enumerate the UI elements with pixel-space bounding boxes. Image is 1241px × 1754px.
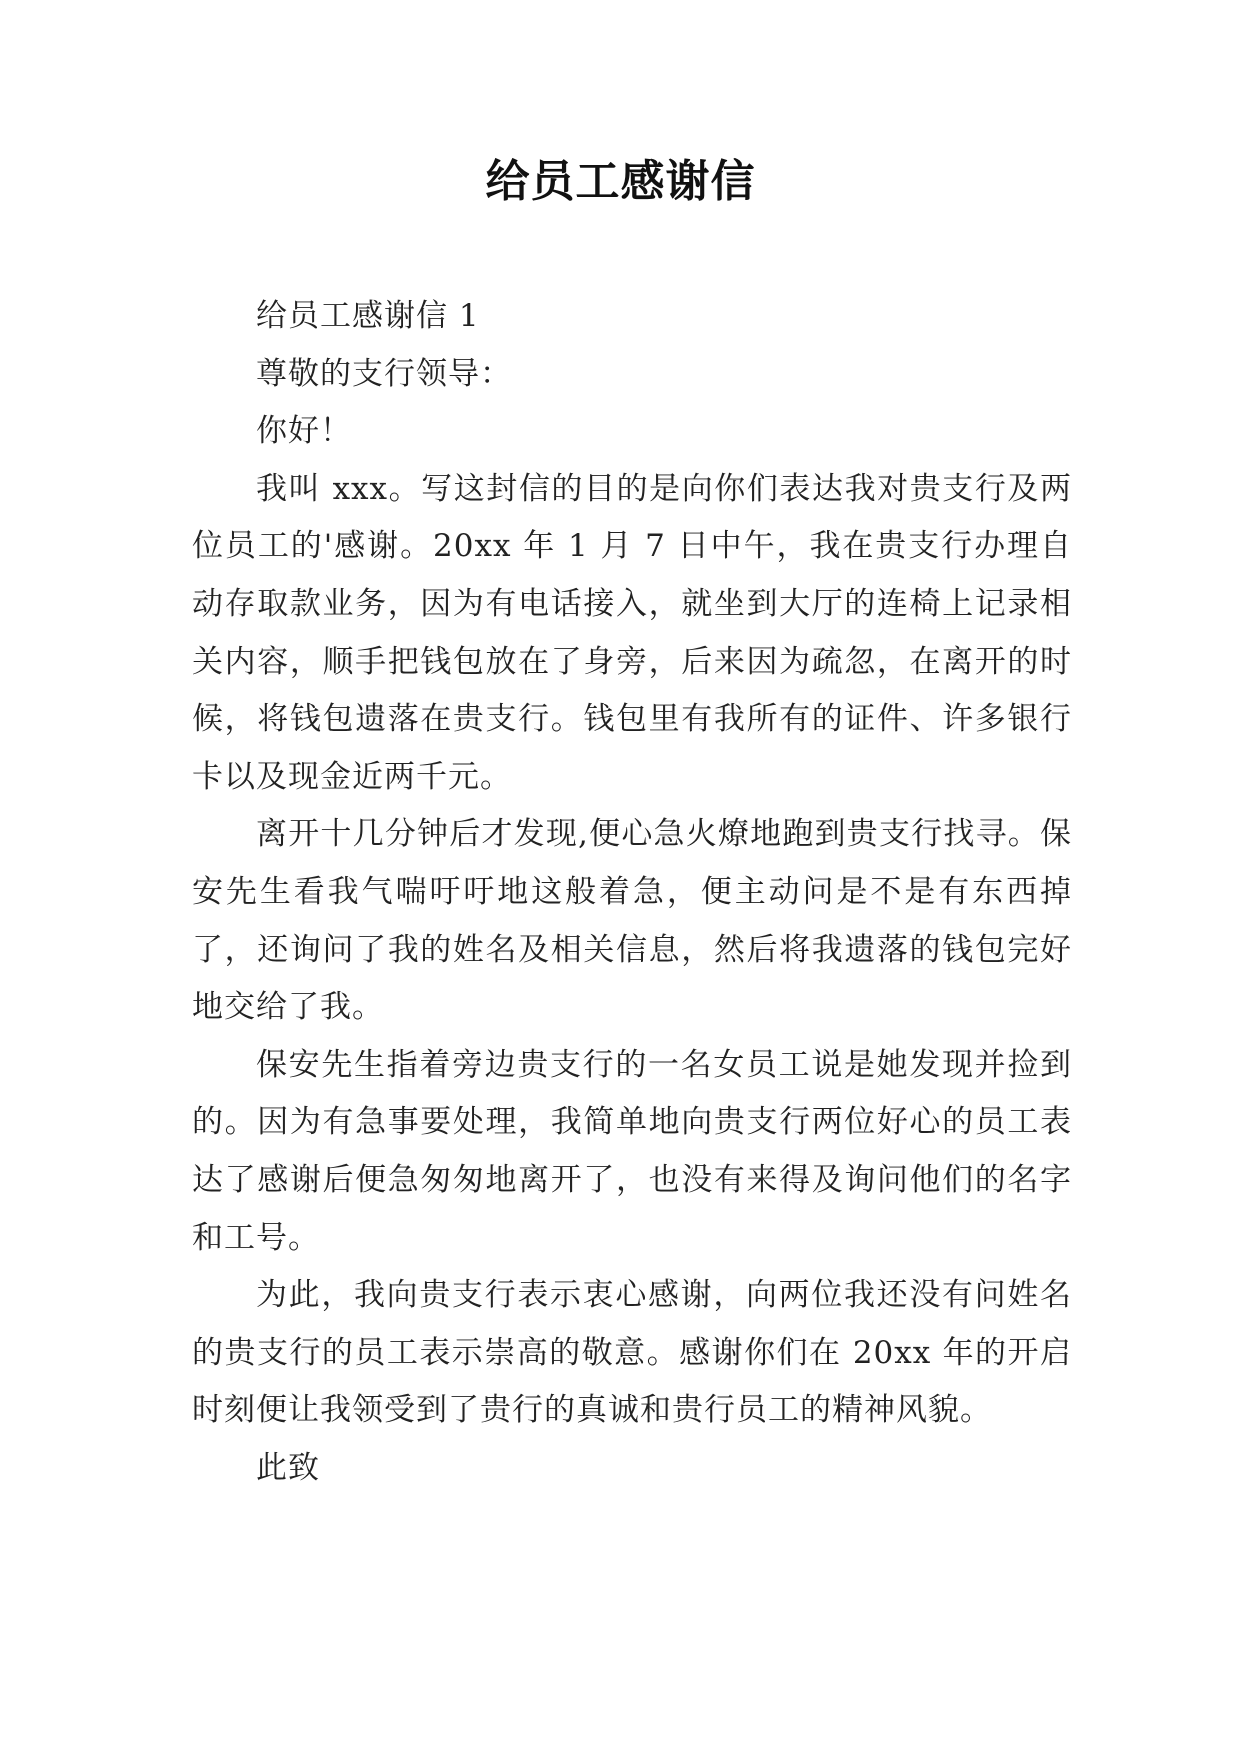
letter-greeting: 你好！	[256, 413, 352, 450]
letter-body	[192, 288, 1072, 1497]
letter-paragraph: 我叫 xxx。写这封信的目的是向你们表达我对贵支行及两位员工的'感谢。20xx 年 1 月 7 日中午，我在贵支行办理自动存取款业务，因为有电话接入，就坐到大厅的连椅上记录相关内容，顺手把钱包放在了身旁，后来因为疏忽，在离开的时候，将钱包遗落在贵支行。钱包里有我所有的证件、许多银行卡以及现金近两千元。	[192, 470, 1072, 795]
letter-closing: 此致	[256, 1449, 320, 1486]
letter-salutation: 尊敬的支行领导：	[256, 355, 512, 392]
letter-subtitle: 给员工感谢信 1	[256, 298, 480, 334]
letter-paragraph: 离开十几分钟后才发现,便心急火燎地跑到贵支行找寻。保安先生看我气喘吁吁地这般着急，便主动问是不是有东西掉了，还询问了我的姓名及相关信息，然后将我遗落的钱包完好地交给了我。	[192, 816, 1072, 1026]
letter-paragraph: 为此，我向贵支行表示衷心感谢，向两位我还没有问姓名的贵支行的员工表示崇高的敬意。感谢你们在 20xx 年的开启时刻便让我领受到了贵行的真诚和贵行员工的精神风貌。	[192, 1277, 1072, 1429]
document-title: 给员工感谢信	[485, 156, 756, 207]
letter-paragraph: 保安先生指着旁边贵支行的一名女员工说是她发现并捡到的。因为有急事要处理，我简单地向贵支行两位好心的员工表达了感谢后便急匆匆地离开了，也没有来得及询问他们的名字和工号。	[192, 1046, 1072, 1256]
